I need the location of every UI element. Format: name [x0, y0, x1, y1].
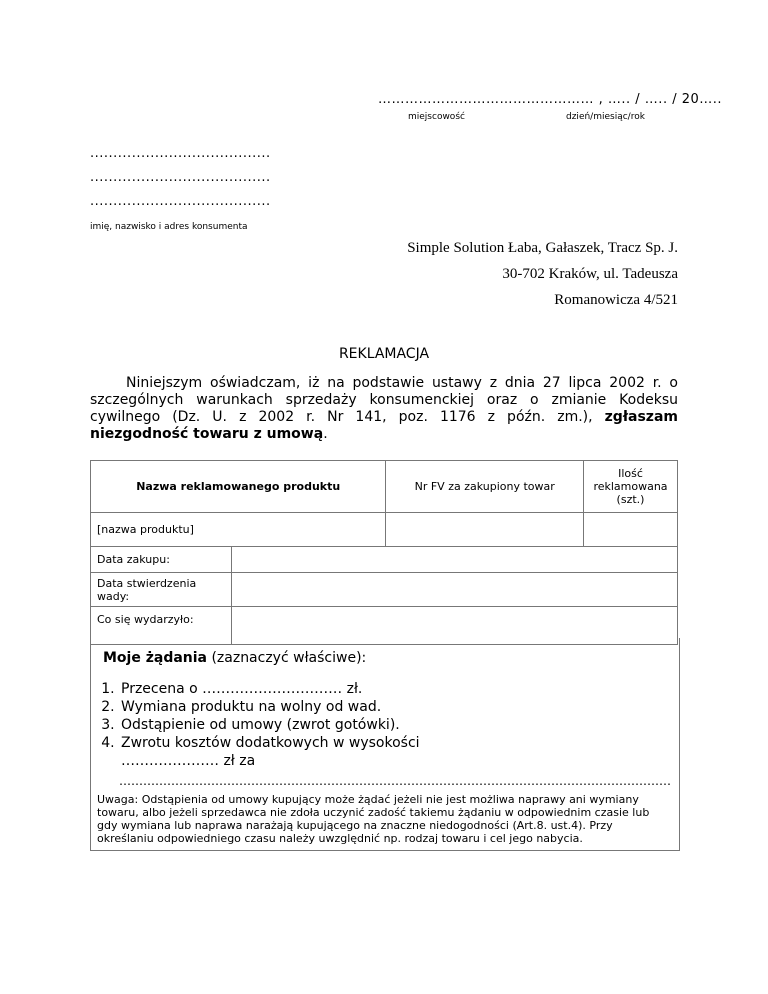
- consumer-line-1: .......................................: [90, 146, 271, 161]
- recipient-line-1: Simple Solution Łaba, Gałaszek, Tracz Sp. J.: [407, 240, 678, 256]
- recipient-line-2: 30-702 Kraków, ul. Tadeusza: [502, 266, 678, 282]
- place-label: miejscowość: [408, 112, 465, 122]
- statement-paragraph: [90, 375, 678, 443]
- invoice-number-cell[interactable]: [386, 513, 584, 547]
- complaint-table: [90, 460, 678, 645]
- statement-bold: zgłaszam niezgodność towaru z umową: [90, 409, 678, 442]
- demand-item-4[interactable]: 4. Zwrotu kosztów dodatkowych w wysokości ………………… zł za: [119, 734, 511, 770]
- col-qty-header: Ilość reklamowana (szt.): [584, 461, 678, 513]
- recipient-line-3: Romanowicza 4/521: [554, 292, 678, 308]
- demands-heading-rest: (zaznaczyć właściwe):: [207, 650, 367, 666]
- demands-heading-bold: Moje żądania: [103, 650, 207, 666]
- date-label: dzień/miesiąc/rok: [566, 112, 645, 122]
- consumer-label: imię, nazwisko i adres konsumenta: [90, 222, 248, 232]
- demands-box: [90, 638, 680, 851]
- defect-date-label: Data stwierdzenia wady:: [91, 573, 232, 607]
- defect-date-field[interactable]: [231, 573, 677, 607]
- col-invoice-header: Nr FV za zakupiony towar: [386, 461, 584, 513]
- demands-note: Uwaga: Odstąpienia od umowy kupujący może żądać jeżeli nie jest możliwa naprawy ani wymiany towaru, albo jeżeli sprzedawca nie zdoła uczynić zadość takiemu żądaniu w odpowiednim czasie lub gdy wymiana lub naprawa narażają kupującego na znaczne niedogodności (Art.8. ust.4). Przy określaniu odpowiedniego czasu należy uwzględnić np. rodzaj towaru i cel jego nabycia.: [97, 793, 650, 845]
- demands-dotted-line: …………………………………………………………………………………………………………………………: [119, 774, 671, 788]
- col-product-header: Nazwa reklamowanego produktu: [91, 461, 386, 513]
- purchase-date-field[interactable]: [231, 547, 677, 573]
- purchase-date-label: Data zakupu:: [91, 547, 232, 573]
- demand-item-3[interactable]: 3. Odstąpienie od umowy (zwrot gotówki).: [119, 716, 511, 734]
- demands-list-wrap: [91, 680, 511, 770]
- demand-item-2[interactable]: 2. Wymiana produktu na wolny od wad.: [119, 698, 511, 716]
- statement-text: Niniejszym oświadczam, iż na podstawie ustawy z dnia 27 lipca 2002 r. o szczególnych warunkach sprzedaży konsumenckiej oraz o zmianie Kodeksu cywilnego (Dz. U. z 2002 r. Nr 141, poz. 1176 z późn. zm.),: [90, 375, 678, 425]
- document-title: REKLAMACJA: [338, 346, 430, 362]
- product-name-cell[interactable]: [nazwa produktu]: [91, 513, 386, 547]
- consumer-line-2: .......................................: [90, 170, 271, 185]
- demand-item-1[interactable]: 1. Przecena o ………………………… zł.: [119, 680, 511, 698]
- quantity-cell[interactable]: [584, 513, 678, 547]
- demands-list: [91, 680, 511, 770]
- demands-heading: [103, 650, 366, 666]
- place-date-line: ………………………………………… , ….. / ….. / 20…..: [378, 92, 723, 107]
- consumer-line-3: .......................................: [90, 194, 271, 209]
- statement-end: .: [323, 426, 328, 442]
- what-happened-label: Co się wydarzyło:: [91, 607, 232, 645]
